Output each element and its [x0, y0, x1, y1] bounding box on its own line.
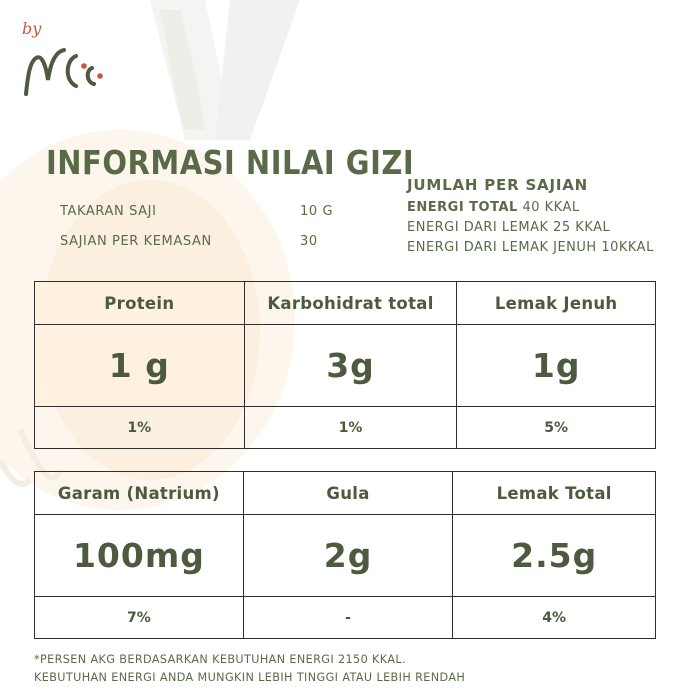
footnote-line-1: *PERSEN AKG BERDASARKAN KEBUTUHAN ENERGI 2150 KKAL.: [34, 653, 406, 666]
table-value-row: [35, 325, 656, 407]
serving-size-value: 10 G: [300, 203, 334, 219]
brand-logo: [18, 14, 108, 104]
per-serving-info: [407, 176, 654, 258]
table-percent-row: [35, 407, 656, 449]
carbohydrate-value: 3g: [244, 325, 457, 407]
servings-per-pack-row: [60, 226, 360, 256]
table-value-row: [35, 515, 656, 597]
serving-info: [60, 196, 360, 256]
servings-per-pack-label: SAJIAN PER KEMASAN: [60, 233, 212, 249]
table-percent-row: [35, 597, 656, 639]
protein-header: Protein: [35, 282, 245, 325]
table-header-row: [35, 282, 656, 325]
protein-value: 1 g: [35, 325, 245, 407]
total-fat-percent: 4%: [453, 597, 656, 639]
total-fat-value: 2.5g: [453, 515, 656, 597]
protein-percent: 1%: [35, 407, 245, 449]
total-fat-header: Lemak Total: [453, 472, 656, 515]
energy-total-value: 40 KKAL: [522, 200, 580, 215]
saturated-fat-percent: 5%: [457, 407, 656, 449]
footnote: [34, 651, 465, 687]
servings-per-pack-value: 30: [300, 233, 318, 249]
table-header-row: [35, 472, 656, 515]
nutrition-table-1: [34, 281, 656, 449]
carbohydrate-header: Karbohidrat total: [244, 282, 457, 325]
serving-size-row: [60, 196, 360, 226]
sugar-value: 2g: [243, 515, 453, 597]
energy-total-line: [407, 198, 654, 218]
serving-size-label: TAKARAN SAJI: [60, 203, 157, 219]
footnote-line-2: KEBUTUHAN ENERGI ANDA MUNGKIN LEBIH TINGGI ATAU LEBIH RENDAH: [34, 671, 466, 684]
energy-total-label: ENERGI TOTAL: [407, 200, 518, 215]
nutrition-table-2: [34, 471, 656, 639]
saturated-fat-value: 1g: [457, 325, 656, 407]
sugar-percent: -: [243, 597, 453, 639]
sodium-percent: 7%: [35, 597, 244, 639]
energy-sat-fat-line: ENERGI DARI LEMAK JENUH 10KKAL: [407, 240, 654, 255]
energy-fat-line: ENERGI DARI LEMAK 25 KKAL: [407, 220, 611, 235]
per-serving-heading: JUMLAH PER SAJIAN: [407, 176, 588, 194]
saturated-fat-header: Lemak Jenuh: [457, 282, 656, 325]
logo-by-text: by: [22, 19, 42, 38]
page-title: INFORMASI NILAI GIZI: [46, 144, 415, 183]
sodium-value: 100mg: [35, 515, 244, 597]
sugar-header: Gula: [243, 472, 453, 515]
carbohydrate-percent: 1%: [244, 407, 457, 449]
sodium-header: Garam (Natrium): [35, 472, 244, 515]
